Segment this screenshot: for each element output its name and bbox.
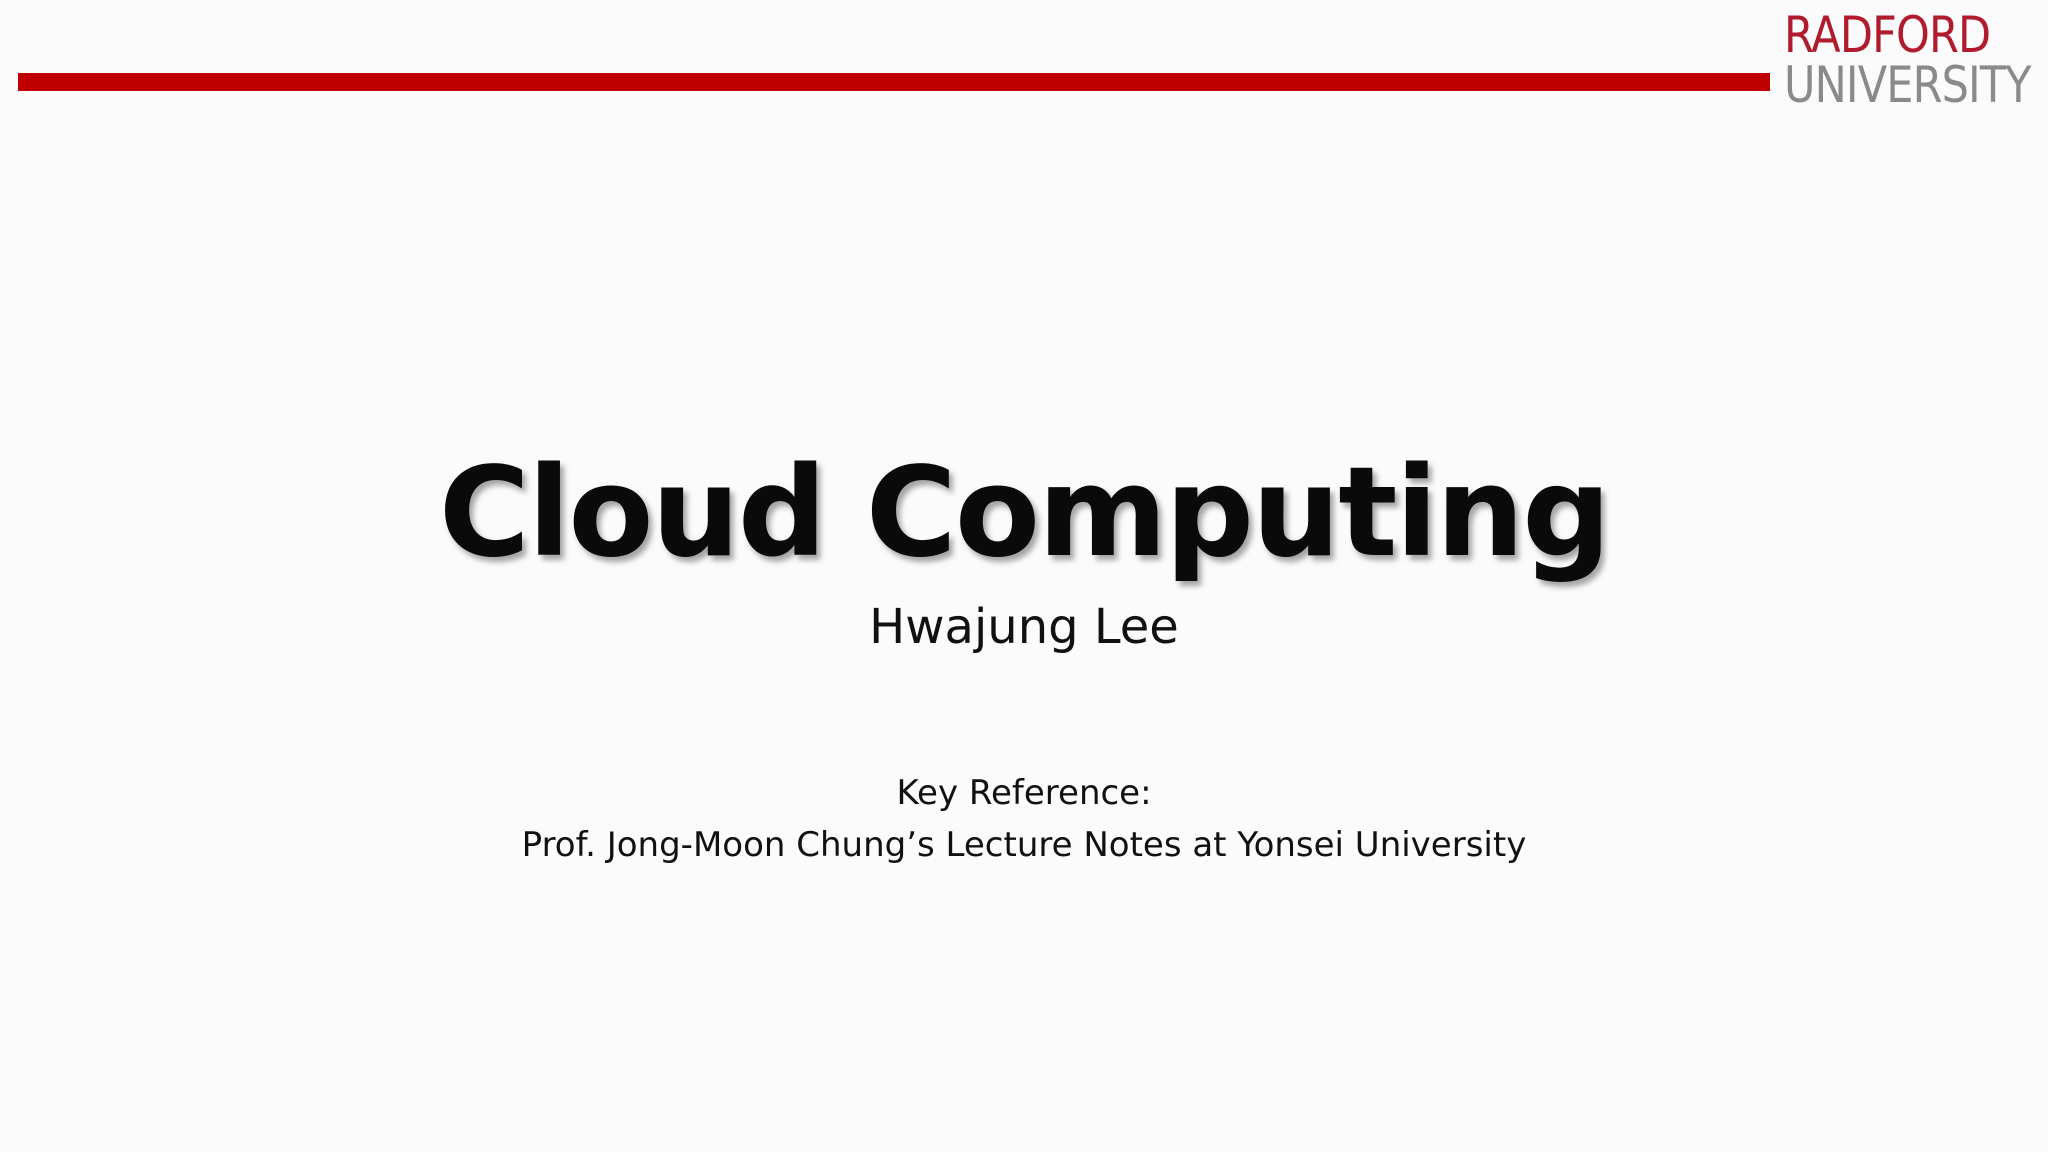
logo-line-university: UNIVERSITY xyxy=(1784,56,2031,114)
header-rule xyxy=(18,73,1770,91)
university-logo xyxy=(1784,4,2034,114)
reference-label: Key Reference: xyxy=(896,773,1152,813)
author-name: Hwajung Lee xyxy=(869,599,1179,655)
reference-text: Prof. Jong-Moon Chung’s Lecture Notes at Yonsei University xyxy=(521,825,1527,865)
logo-line-radford: RADFORD xyxy=(1784,6,1991,64)
slide-title: Cloud Computing xyxy=(438,441,1610,585)
